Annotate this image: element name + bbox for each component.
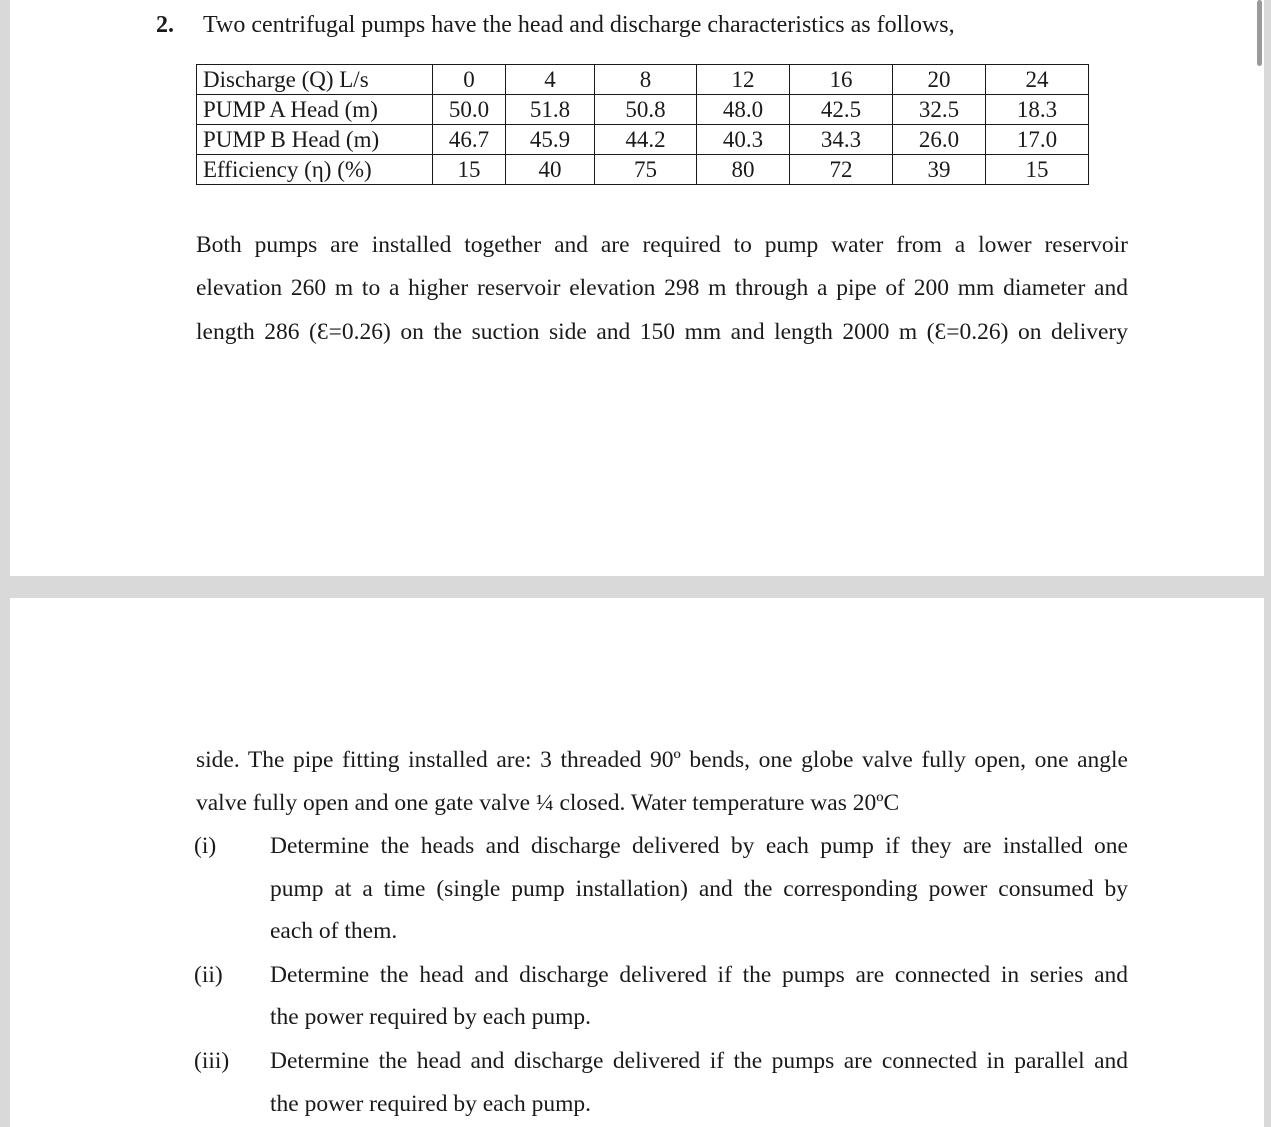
table-cell: 72 [790,155,893,185]
table-cell: 48.0 [697,95,790,125]
table-cell: 46.7 [433,125,506,155]
row-header: PUMP B Head (m) [197,125,433,155]
item-line: each of them. [270,918,398,944]
body-line: side. The pipe fitting installed are: 3 threaded 90º bends, one globe valve fully open, one angle [196,747,1128,773]
body-line: Both pumps are installed together and are required to pump water from a lower reservoir [196,232,1128,258]
table-cell: 24 [986,65,1089,95]
question-intro: Two centrifugal pumps have the head and discharge characteristics as follows, [203,12,955,38]
table-cell: 15 [433,155,506,185]
table-cell: 40 [506,155,595,185]
row-header: PUMP A Head (m) [197,95,433,125]
document-page-1 [10,0,1264,576]
table-row [197,65,1089,95]
table-cell: 51.8 [506,95,595,125]
table-cell: 18.3 [986,95,1089,125]
table-cell: 20 [893,65,986,95]
item-line: the power required by each pump. [270,1091,592,1117]
table-cell: 4 [506,65,595,95]
table-cell: 50.8 [595,95,697,125]
table-cell: 40.3 [697,125,790,155]
item-line: Determine the head and discharge delivered if the pumps are connected in parallel and [270,1048,1128,1074]
table-cell: 17.0 [986,125,1089,155]
table-cell: 26.0 [893,125,986,155]
table-row [197,155,1089,185]
table-cell: 16 [790,65,893,95]
table-cell: 15 [986,155,1089,185]
item-line: Determine the heads and discharge delivered by each pump if they are installed one [270,833,1128,859]
table-cell: 0 [433,65,506,95]
table-cell: 39 [893,155,986,185]
table-cell: 50.0 [433,95,506,125]
item-number: (ii) [194,962,223,988]
item-number: (iii) [194,1048,230,1074]
item-line: Determine the head and discharge delivered if the pumps are connected in series and [270,962,1128,988]
table-cell: 32.5 [893,95,986,125]
document-page-2 [10,598,1264,1127]
table-cell: 44.2 [595,125,697,155]
table-cell: 80 [697,155,790,185]
question-number: 2. [156,12,174,38]
table-cell: 8 [595,65,697,95]
table-row [197,95,1089,125]
pump-characteristics-table [196,64,1089,185]
table-cell: 42.5 [790,95,893,125]
table-cell: 75 [595,155,697,185]
table-cell: 34.3 [790,125,893,155]
scrollbar-thumb[interactable] [1257,0,1262,66]
row-header: Efficiency (η) (%) [197,155,433,185]
table-cell: 45.9 [506,125,595,155]
body-line: length 286 (Ɛ=0.26) on the suction side and 150 mm and length 2000 m (Ɛ=0.26) on delivery [196,319,1128,345]
table-cell: 12 [697,65,790,95]
row-header: Discharge (Q) L/s [197,65,433,95]
body-line: elevation 260 m to a higher reservoir elevation 298 m through a pipe of 200 mm diameter and [196,275,1128,301]
item-number: (i) [194,833,217,859]
item-line: the power required by each pump. [270,1004,592,1030]
item-line: pump at a time (single pump installation) and the corresponding power consumed by [270,876,1128,902]
body-line: valve fully open and one gate valve ¼ closed. Water temperature was 20ºC [196,790,900,816]
table-row [197,125,1089,155]
